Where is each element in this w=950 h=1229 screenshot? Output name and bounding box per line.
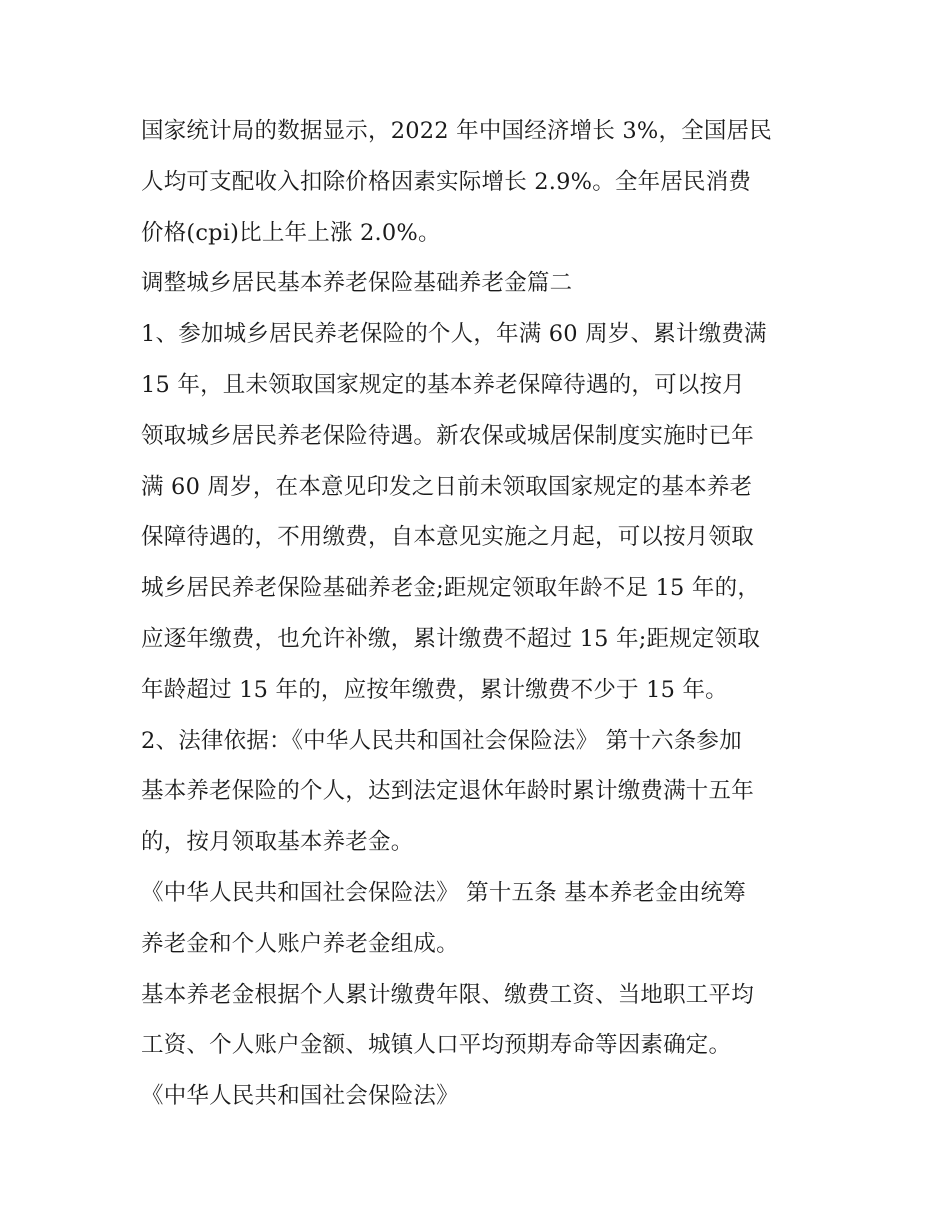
text-line: 基本养老保险的个人，达到法定退休年龄时累计缴费满十五年 <box>141 778 754 805</box>
text-line: 人均可支配收入扣除价格因素实际增长 2.9%。全年居民消费 <box>141 168 752 195</box>
text-line: 1、参加城乡居民养老保险的个人，年满 60 周岁、累计缴费满 <box>141 321 767 348</box>
text-line: 价格(cpi)比上年上涨 2.0%。 <box>141 219 441 246</box>
text-line: 基本养老金根据个人累计缴费年限、缴费工资、当地职工平均 <box>141 981 754 1008</box>
text-line: 国家统计局的数据显示，2022 年中国经济增长 3%，全国居民 <box>141 118 772 144</box>
text-line: 城乡居民养老保险基础养老金;距规定领取年龄不足 15 年的， <box>141 575 761 602</box>
text-line: 满 60 周岁，在本意见印发之日前未领取国家规定的基本养老 <box>141 473 753 500</box>
text-line: 养老金和个人账户养老金组成。 <box>141 930 459 957</box>
section-heading: 调整城乡居民基本养老保险基础养老金篇二 <box>141 270 573 297</box>
text-line: 2、法律依据：《中华人民共和国社会保险法》 第十六条参加 <box>141 727 742 754</box>
text-line: 《中华人民共和国社会保险法》 <box>141 1083 459 1110</box>
document-body <box>141 106 821 1122</box>
text-line: 的，按月领取基本养老金。 <box>141 829 414 856</box>
text-line: 年龄超过 15 年的，应按年缴费，累计缴费不少于 15 年。 <box>141 676 728 703</box>
text-line: 应逐年缴费，也允许补缴，累计缴费不超过 15 年;距规定领取 <box>141 625 761 652</box>
text-line: 15 年，且未领取国家规定的基本养老保障待遇的，可以按月 <box>141 371 745 398</box>
text-line: 《中华人民共和国社会保险法》 第十五条 基本养老金由统筹 <box>141 879 746 906</box>
text-line: 领取城乡居民养老保险待遇。新农保或城居保制度实施时已年 <box>141 422 754 449</box>
text-line: 工资、个人账户金额、城镇人口平均预期寿命等因素确定。 <box>141 1032 732 1059</box>
text-line: 保障待遇的，不用缴费，自本意见实施之月起，可以按月领取 <box>141 524 754 551</box>
